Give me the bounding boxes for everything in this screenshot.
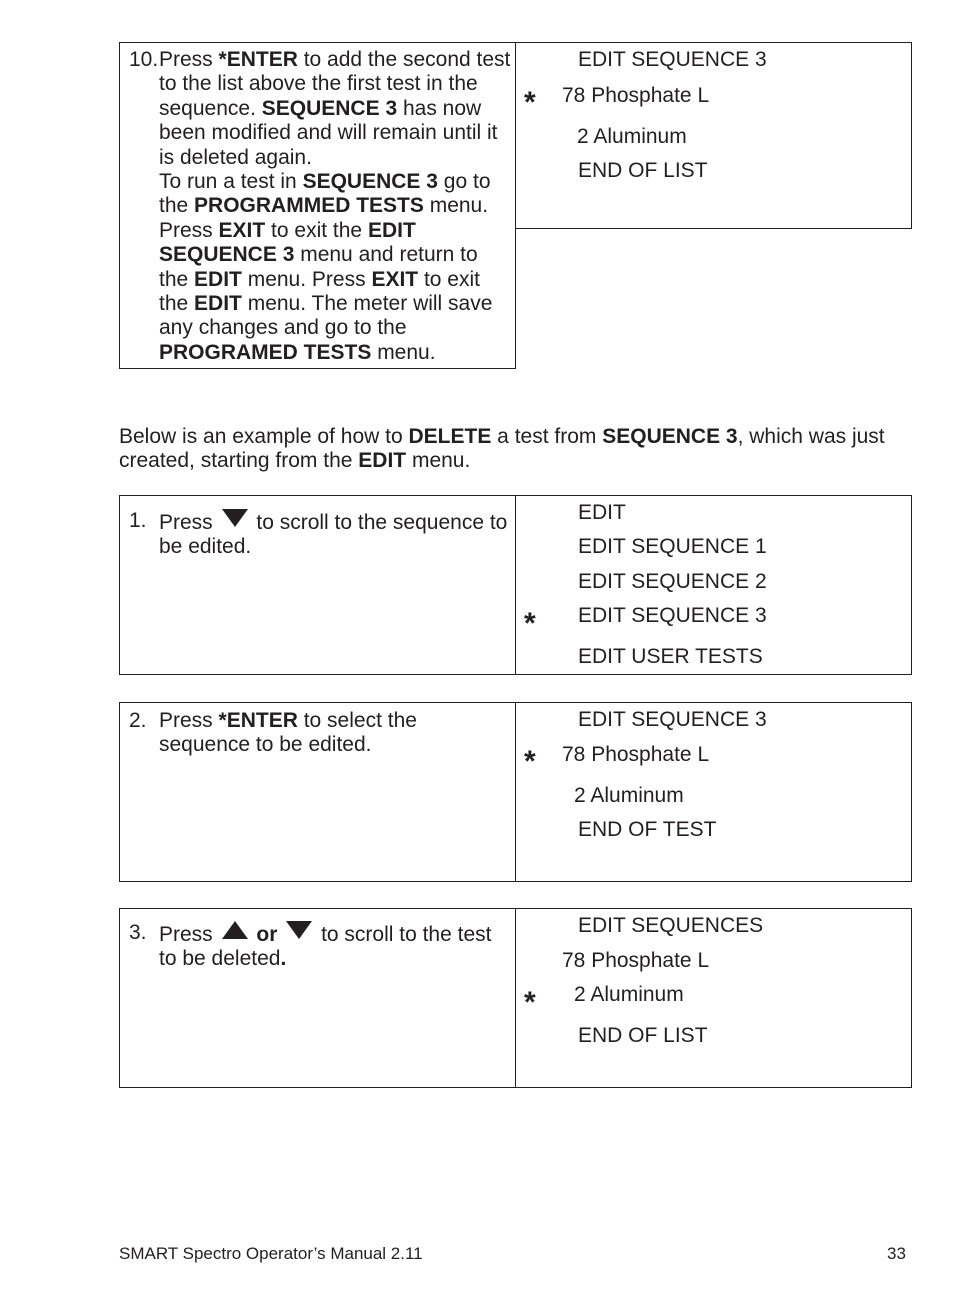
screen-line: END OF LIST: [578, 1024, 708, 1047]
up-arrow-icon: [222, 921, 248, 939]
screen-line: EDIT: [578, 501, 626, 524]
cursor-star-icon: *: [524, 86, 536, 119]
edit-label: EDIT: [194, 267, 242, 291]
text: Press: [159, 511, 213, 534]
step-text: [159, 709, 511, 758]
text: To run a test in: [159, 170, 303, 194]
text: Press: [159, 709, 219, 732]
enter-key-label: *ENTER: [218, 709, 298, 732]
screen-line: EDIT SEQUENCE 3: [578, 604, 767, 627]
text: menu.: [371, 340, 436, 364]
text: to exit the: [265, 218, 368, 242]
text: a test from: [491, 425, 603, 448]
step3-divider: [515, 908, 516, 1088]
text: menu. Press: [241, 267, 372, 291]
delete-label: DELETE: [408, 425, 492, 448]
step-text: [159, 921, 511, 972]
text: menu.: [406, 449, 471, 473]
step1-divider: [515, 495, 516, 675]
or-label: or: [256, 923, 278, 946]
text: Press: [159, 923, 213, 946]
text: to scroll to the sequence to be edited.: [159, 511, 508, 559]
exit-key-label: EXIT: [371, 267, 419, 291]
step-number: 10.: [129, 48, 159, 71]
exit-key-label: EXIT: [218, 218, 266, 242]
edit-label: EDIT: [194, 292, 242, 316]
screen-line: 2 Aluminum: [577, 125, 687, 148]
programed-tests-label: PROGRAMED TESTS: [159, 340, 372, 364]
screen-line: 2 Aluminum: [574, 983, 684, 1006]
screen-line: EDIT SEQUENCE 3: [578, 48, 767, 71]
text: menu and return to the: [159, 243, 478, 291]
text: , which was just created, starting from the: [119, 425, 885, 473]
down-arrow-icon: [222, 509, 248, 527]
footer-title: SMART Spectro Operator’s Manual 2.11: [119, 1244, 423, 1263]
sequence-label: SEQUENCE 3: [261, 96, 398, 120]
text: menu. Press: [159, 194, 489, 242]
cursor-star-icon: *: [524, 986, 536, 1019]
screen-line: EDIT SEQUENCES: [578, 914, 764, 937]
text: Below is an example of how to: [119, 425, 409, 448]
screen-line: 2 Aluminum: [574, 784, 684, 807]
screen-line: EDIT USER TESTS: [578, 645, 763, 668]
step-text: [159, 48, 511, 365]
enter-key-label: *ENTER: [218, 48, 298, 71]
step-number: 2.: [129, 709, 147, 732]
screen-line: 78 Phosphate L: [562, 743, 710, 766]
cursor-star-icon: *: [524, 745, 536, 778]
step-text: [159, 509, 511, 560]
edit-sequence-label: EDIT SEQUENCE 3: [159, 218, 416, 267]
screen-line: EDIT SEQUENCE 1: [578, 535, 767, 558]
step-number: 3.: [129, 921, 147, 944]
screen-line: END OF TEST: [578, 818, 717, 841]
text: menu. The meter will save any changes and go to the: [159, 292, 493, 340]
period: .: [280, 947, 287, 971]
screen-line: EDIT SEQUENCE 3: [578, 708, 767, 731]
sequence-label: SEQUENCE 3: [602, 425, 738, 448]
text: to select the sequence to be edited.: [159, 709, 417, 757]
text: to exit the: [159, 267, 480, 316]
screen-line: 78 Phosphate L: [562, 949, 710, 972]
text: to add the second test to the list above the first test in the sequence.: [159, 48, 511, 120]
text: to scroll to the test to be deleted: [159, 923, 492, 971]
text: has now been modified and will remain until it is deleted again.: [159, 96, 498, 169]
programmed-tests-label: PROGRAMMED TESTS: [194, 194, 424, 218]
screen-line: END OF LIST: [578, 159, 708, 182]
step-number: 1.: [129, 509, 147, 532]
screen-line: EDIT SEQUENCE 2: [578, 570, 767, 593]
page-number: 33: [887, 1244, 906, 1263]
intro-paragraph: [119, 425, 909, 474]
edit-label: EDIT: [358, 449, 407, 473]
sequence-label: SEQUENCE 3: [302, 170, 438, 194]
text: Press: [159, 48, 219, 71]
screen-line: 78 Phosphate L: [562, 84, 710, 107]
text: go to the: [159, 170, 491, 218]
down-arrow-icon: [286, 921, 312, 939]
cursor-star-icon: *: [524, 607, 536, 640]
step2-divider: [515, 702, 516, 882]
